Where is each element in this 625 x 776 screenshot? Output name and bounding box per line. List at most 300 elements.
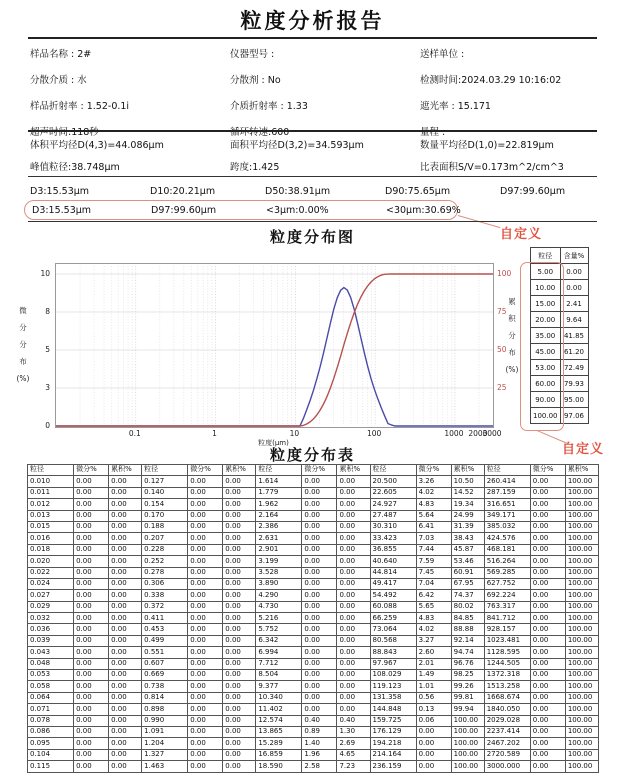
table-cell: 0.00	[337, 681, 370, 692]
table-cell: 0.032	[28, 613, 74, 624]
table-cell: 1668.674	[484, 692, 530, 703]
table-cell: 3.27	[416, 635, 451, 646]
d-value: D3:15.53μm	[30, 186, 90, 197]
table-header-cell: 粒径	[370, 465, 416, 476]
table-cell: 159.725	[370, 715, 416, 726]
table-cell: 94.74	[451, 647, 484, 658]
axis-title-char: (%)	[505, 365, 519, 374]
table-cell: 0.00	[337, 510, 370, 521]
table-cell: 0.00	[223, 726, 256, 737]
table-cell: 3.199	[256, 556, 302, 567]
table-cell: 0.00	[337, 556, 370, 567]
table-cell: 0.00	[109, 715, 142, 726]
table-cell: 4.290	[256, 590, 302, 601]
table-cell: 13.865	[256, 726, 302, 737]
table-row	[28, 578, 599, 589]
table-cell: 0.00	[74, 613, 109, 624]
table-cell: 0.188	[142, 521, 188, 532]
table-cell: 0.00	[188, 476, 223, 487]
table-cell: 0.00	[337, 499, 370, 510]
table-cell: 0.00	[74, 738, 109, 749]
table-header-cell: 粒径	[531, 248, 561, 264]
table-cell: 0.453	[142, 624, 188, 635]
table-cell: 0.00	[530, 521, 565, 532]
table-cell: 0.020	[28, 556, 74, 567]
table-cell: 0.00	[223, 487, 256, 498]
table-cell: 1372.318	[484, 670, 530, 681]
table-cell: 96.76	[451, 658, 484, 669]
table-heading: 粒度分布表	[269, 446, 355, 464]
table-cell: 0.00	[74, 578, 109, 589]
table-row	[28, 761, 599, 772]
table-header-cell: 微分%	[188, 465, 223, 476]
table-cell: 0.053	[28, 670, 74, 681]
table-cell: 100.00	[565, 476, 598, 487]
table-cell: 0.00	[302, 613, 337, 624]
table-cell: 0.00	[109, 761, 142, 772]
info-item: 送样单位 :	[420, 49, 465, 60]
table-cell: 100.00	[451, 749, 484, 760]
table-row	[28, 521, 599, 532]
table-row	[28, 465, 599, 476]
table-cell: 1.204	[142, 738, 188, 749]
average-item: 体积平均径D(4,3)=44.086μm	[30, 140, 164, 151]
y-right-tick-label: 75	[497, 307, 507, 316]
table-cell: 0.00	[74, 715, 109, 726]
table-cell: 0.170	[142, 510, 188, 521]
table-cell: 0.00	[530, 578, 565, 589]
table-cell: 0.00	[188, 658, 223, 669]
table-cell: 5.752	[256, 624, 302, 635]
table-cell: 3.528	[256, 567, 302, 578]
table-cell: 0.898	[142, 704, 188, 715]
d-value: D90:75.65μm	[385, 186, 451, 197]
table-cell: 99.81	[451, 692, 484, 703]
table-cell: 0.00	[530, 510, 565, 521]
table-cell: 0.036	[28, 624, 74, 635]
table-cell: 1.779	[256, 487, 302, 498]
table-cell: 60.088	[370, 601, 416, 612]
table-cell: 0.00	[188, 613, 223, 624]
table-cell: 0.00	[188, 704, 223, 715]
table-cell: 0.00	[109, 726, 142, 737]
x-tick-label: 2000	[468, 429, 488, 438]
table-cell: 100.00	[565, 704, 598, 715]
table-cell: 0.00	[302, 635, 337, 646]
table-cell: 0.00	[109, 567, 142, 578]
table-header-cell: 累积%	[109, 465, 142, 476]
y-left-tick-label: 0	[45, 421, 50, 430]
table-cell: 0.00	[74, 556, 109, 567]
table-cell: 100.00	[451, 715, 484, 726]
table-row	[28, 681, 599, 692]
table-cell: 0.00	[302, 658, 337, 669]
table-cell: 0.00	[416, 749, 451, 760]
table-cell: 0.010	[28, 476, 74, 487]
table-cell: 468.181	[484, 544, 530, 555]
table-cell: 7.45	[416, 567, 451, 578]
table-cell: 0.00	[337, 635, 370, 646]
table-cell: 0.00	[530, 726, 565, 737]
table-cell: 0.154	[142, 499, 188, 510]
table-cell: 20.00	[531, 312, 561, 328]
y-left-tick-label: 5	[45, 345, 50, 354]
table-cell: 16.859	[256, 749, 302, 760]
table-row	[28, 749, 599, 760]
custom-values-highlight-box	[24, 200, 461, 220]
table-cell: 0.00	[74, 499, 109, 510]
table-cell: 2.386	[256, 521, 302, 532]
table-cell: 0.00	[223, 692, 256, 703]
table-cell: 53.00	[531, 360, 561, 376]
table-cell: 0.00	[109, 544, 142, 555]
table-cell: 0.00	[223, 544, 256, 555]
table-cell: 4.02	[416, 487, 451, 498]
table-cell: 0.00	[74, 544, 109, 555]
table-header-cell: 微分%	[530, 465, 565, 476]
table-cell: 0.00	[337, 544, 370, 555]
axis-title-char: 分	[508, 331, 516, 340]
table-cell: 10.340	[256, 692, 302, 703]
axis-title-char: 布	[19, 357, 27, 366]
table-cell: 0.00	[302, 681, 337, 692]
table-cell: 60.00	[531, 376, 561, 392]
d-value: D97:99.60μm	[500, 186, 566, 197]
table-cell: 2237.414	[484, 726, 530, 737]
table-cell: 0.00	[302, 476, 337, 487]
table-cell: 0.00	[74, 704, 109, 715]
table-header-cell: 含量%	[560, 248, 588, 264]
table-header-cell: 粒径	[256, 465, 302, 476]
table-cell: 0.015	[28, 521, 74, 532]
info-item: 介质折射率 : 1.33	[230, 101, 308, 112]
table-cell: 0.00	[109, 533, 142, 544]
table-cell: 0.00	[530, 715, 565, 726]
table-cell: 0.00	[188, 567, 223, 578]
table-row	[28, 601, 599, 612]
table-cell: 0.00	[188, 556, 223, 567]
table-cell: 0.00	[302, 544, 337, 555]
table-cell: 0.00	[74, 487, 109, 498]
table-cell: 0.00	[188, 726, 223, 737]
table-cell: 0.00	[530, 692, 565, 703]
table-cell: 0.00	[337, 647, 370, 658]
y-left-tick-label: 10	[40, 269, 50, 278]
table-cell: 0.00	[530, 590, 565, 601]
table-row	[28, 715, 599, 726]
d-value: D10:20.21μm	[150, 186, 216, 197]
table-cell: 0.00	[109, 510, 142, 521]
table-cell: 54.492	[370, 590, 416, 601]
axis-title-char: 布	[508, 348, 516, 357]
table-cell: 2.631	[256, 533, 302, 544]
table-cell: 4.83	[416, 499, 451, 510]
table-row	[28, 487, 599, 498]
table-cell: 2.41	[560, 296, 588, 312]
table-cell: 80.568	[370, 635, 416, 646]
table-cell: 41.85	[560, 328, 588, 344]
custom-annotation-label: 自定义	[562, 442, 605, 457]
table-cell: 0.00	[109, 556, 142, 567]
table-cell: 0.00	[109, 521, 142, 532]
table-cell: 0.00	[223, 556, 256, 567]
table-cell: 33.423	[370, 533, 416, 544]
table-cell: 0.00	[188, 544, 223, 555]
sample-info-grid	[30, 46, 597, 150]
table-cell: 0.00	[223, 476, 256, 487]
table-header-cell: 累积%	[451, 465, 484, 476]
table-cell: 0.00	[530, 670, 565, 681]
table-cell: 100.00	[565, 670, 598, 681]
table-cell: 0.00	[302, 487, 337, 498]
axis-title-char: (%)	[16, 374, 30, 383]
table-cell: 0.00	[188, 670, 223, 681]
table-cell: 0.058	[28, 681, 74, 692]
table-cell: 0.990	[142, 715, 188, 726]
table-cell: 0.00	[109, 647, 142, 658]
table-cell: 95.00	[560, 392, 588, 408]
table-cell: 5.65	[416, 601, 451, 612]
table-cell: 260.414	[484, 476, 530, 487]
axis-title-char: 累	[508, 297, 516, 306]
table-cell: 0.00	[530, 499, 565, 510]
table-cell: 1.463	[142, 761, 188, 772]
table-cell: 569.285	[484, 567, 530, 578]
table-cell: 0.00	[74, 761, 109, 772]
table-row	[28, 556, 599, 567]
table-cell: 0.00	[530, 476, 565, 487]
table-cell: 66.259	[370, 613, 416, 624]
x-tick-label: 3000	[482, 429, 502, 438]
table-cell: 0.00	[74, 726, 109, 737]
table-cell: 0.00	[74, 635, 109, 646]
x-tick-label: 1	[212, 429, 217, 438]
table-cell: 5.00	[531, 264, 561, 280]
d-values-row	[30, 186, 600, 197]
table-cell: 0.071	[28, 704, 74, 715]
table-cell: 385.032	[484, 521, 530, 532]
table-cell: 0.00	[188, 521, 223, 532]
table-cell: 424.576	[484, 533, 530, 544]
table-cell: 35.00	[531, 328, 561, 344]
table-cell: 0.00	[530, 624, 565, 635]
table-cell: 6.42	[416, 590, 451, 601]
table-cell: 0.00	[109, 681, 142, 692]
page-title: 粒度分析报告	[240, 9, 385, 33]
table-cell: 0.078	[28, 715, 74, 726]
table-cell: 0.00	[223, 749, 256, 760]
table-cell: 0.039	[28, 635, 74, 646]
average-item: 跨度:1.425	[230, 162, 280, 173]
table-row	[28, 704, 599, 715]
x-axis-title: 粒度(μm)	[258, 439, 289, 447]
table-cell: 1.962	[256, 499, 302, 510]
table-cell: 0.00	[530, 635, 565, 646]
table-cell: 0.00	[188, 601, 223, 612]
table-cell: 100.00	[565, 544, 598, 555]
axis-title-char: 微	[19, 306, 27, 315]
table-cell: 0.00	[188, 533, 223, 544]
table-cell: 0.00	[302, 704, 337, 715]
y-right-tick-label: 50	[497, 345, 507, 354]
table-cell: 92.14	[451, 635, 484, 646]
table-cell: 0.372	[142, 601, 188, 612]
table-cell: 0.00	[109, 487, 142, 498]
table-cell: 19.34	[451, 499, 484, 510]
table-cell: 214.164	[370, 749, 416, 760]
table-cell: 0.00	[109, 738, 142, 749]
table-cell: 0.00	[74, 567, 109, 578]
table-cell: 0.00	[74, 658, 109, 669]
table-cell: 5.216	[256, 613, 302, 624]
table-cell: 0.551	[142, 647, 188, 658]
table-cell: 0.00	[188, 681, 223, 692]
table-cell: 0.00	[188, 749, 223, 760]
custom-value: <3μm:0.00%	[266, 204, 329, 216]
table-cell: 0.00	[530, 658, 565, 669]
table-cell: 0.00	[74, 624, 109, 635]
table-cell: 763.317	[484, 601, 530, 612]
table-header-cell: 累积%	[223, 465, 256, 476]
table-cell: 0.00	[109, 624, 142, 635]
table-header-cell: 微分%	[302, 465, 337, 476]
table-cell: 0.00	[530, 647, 565, 658]
custom-value: D3:15.53μm	[32, 204, 92, 216]
table-cell: 0.00	[302, 624, 337, 635]
table-cell: 516.264	[484, 556, 530, 567]
table-cell: 0.00	[337, 521, 370, 532]
table-cell: 2.60	[416, 647, 451, 658]
table-cell: 0.024	[28, 578, 74, 589]
table-cell: 24.927	[370, 499, 416, 510]
table-cell: 144.848	[370, 704, 416, 715]
table-cell: 0.00	[337, 670, 370, 681]
axis-title-char: 积	[508, 314, 516, 323]
table-cell: 0.00	[74, 521, 109, 532]
table-cell: 100.00	[565, 624, 598, 635]
table-cell: 100.00	[451, 726, 484, 737]
table-cell: 1244.505	[484, 658, 530, 669]
table-cell: 0.00	[109, 749, 142, 760]
table-cell: 3.26	[416, 476, 451, 487]
table-cell: 0.56	[416, 692, 451, 703]
table-cell: 0.13	[416, 704, 451, 715]
table-cell: 0.00	[560, 264, 588, 280]
series-curve	[56, 288, 493, 426]
table-cell: 2.164	[256, 510, 302, 521]
table-row	[28, 726, 599, 737]
table-cell: 0.00	[223, 647, 256, 658]
table-cell: 0.00	[223, 499, 256, 510]
custom-value: <30μm:30.69%	[386, 204, 461, 216]
table-cell: 0.00	[74, 749, 109, 760]
table-cell: 6.41	[416, 521, 451, 532]
table-cell: 0.00	[188, 499, 223, 510]
table-cell: 0.738	[142, 681, 188, 692]
table-cell: 0.140	[142, 487, 188, 498]
table-cell: 0.00	[337, 692, 370, 703]
table-cell: 0.00	[223, 590, 256, 601]
table-cell: 9.377	[256, 681, 302, 692]
table-cell: 3000.000	[484, 761, 530, 772]
table-cell: 0.011	[28, 487, 74, 498]
table-header-cell: 粒径	[28, 465, 74, 476]
table-cell: 100.00	[565, 590, 598, 601]
table-cell: 7.23	[337, 761, 370, 772]
table-cell: 100.00	[565, 556, 598, 567]
table-cell: 2720.589	[484, 749, 530, 760]
table-row	[28, 533, 599, 544]
table-cell: 100.00	[565, 487, 598, 498]
table-cell: 0.00	[302, 533, 337, 544]
table-cell: 0.00	[223, 510, 256, 521]
plot-area	[55, 263, 494, 428]
table-cell: 100.00	[565, 578, 598, 589]
table-cell: 0.40	[302, 715, 337, 726]
table-cell: 0.00	[337, 613, 370, 624]
table-row	[28, 670, 599, 681]
table-cell: 100.00	[565, 761, 598, 772]
table-row	[28, 544, 599, 555]
table-cell: 0.00	[530, 738, 565, 749]
table-cell: 60.91	[451, 567, 484, 578]
table-cell: 194.218	[370, 738, 416, 749]
table-cell: 0.127	[142, 476, 188, 487]
table-cell: 100.00	[565, 635, 598, 646]
table-cell: 1513.258	[484, 681, 530, 692]
table-cell: 627.752	[484, 578, 530, 589]
table-cell: 0.00	[109, 590, 142, 601]
table-cell: 0.00	[302, 670, 337, 681]
table-cell: 97.06	[560, 408, 588, 424]
table-cell: 0.00	[530, 613, 565, 624]
table-cell: 0.00	[223, 704, 256, 715]
table-cell: 0.00	[302, 510, 337, 521]
divider	[28, 37, 597, 39]
table-cell: 287.159	[484, 487, 530, 498]
table-cell: 0.00	[223, 567, 256, 578]
table-cell: 4.02	[416, 624, 451, 635]
table-cell: 0.607	[142, 658, 188, 669]
table-cell: 88.88	[451, 624, 484, 635]
table-row	[28, 567, 599, 578]
table-row	[28, 635, 599, 646]
table-cell: 0.016	[28, 533, 74, 544]
table-cell: 100.00	[565, 647, 598, 658]
table-cell: 0.00	[188, 761, 223, 772]
table-cell: 100.00	[565, 658, 598, 669]
table-cell: 2.901	[256, 544, 302, 555]
table-cell: 0.00	[188, 635, 223, 646]
table-cell: 3.890	[256, 578, 302, 589]
table-cell: 0.00	[223, 658, 256, 669]
table-cell: 0.00	[109, 704, 142, 715]
table-cell: 0.00	[302, 567, 337, 578]
divider	[28, 130, 597, 132]
table-cell: 0.00	[223, 521, 256, 532]
table-cell: 1.327	[142, 749, 188, 760]
info-item: 仪器型号 :	[230, 49, 275, 60]
table-cell: 2467.202	[484, 738, 530, 749]
table-cell: 4.730	[256, 601, 302, 612]
table-cell: 36.855	[370, 544, 416, 555]
table-cell: 15.00	[531, 296, 561, 312]
table-cell: 100.00	[565, 601, 598, 612]
table-cell: 0.00	[74, 476, 109, 487]
table-cell: 0.00	[337, 487, 370, 498]
chart-heading: 粒度分布图	[269, 228, 355, 246]
table-cell: 10.50	[451, 476, 484, 487]
